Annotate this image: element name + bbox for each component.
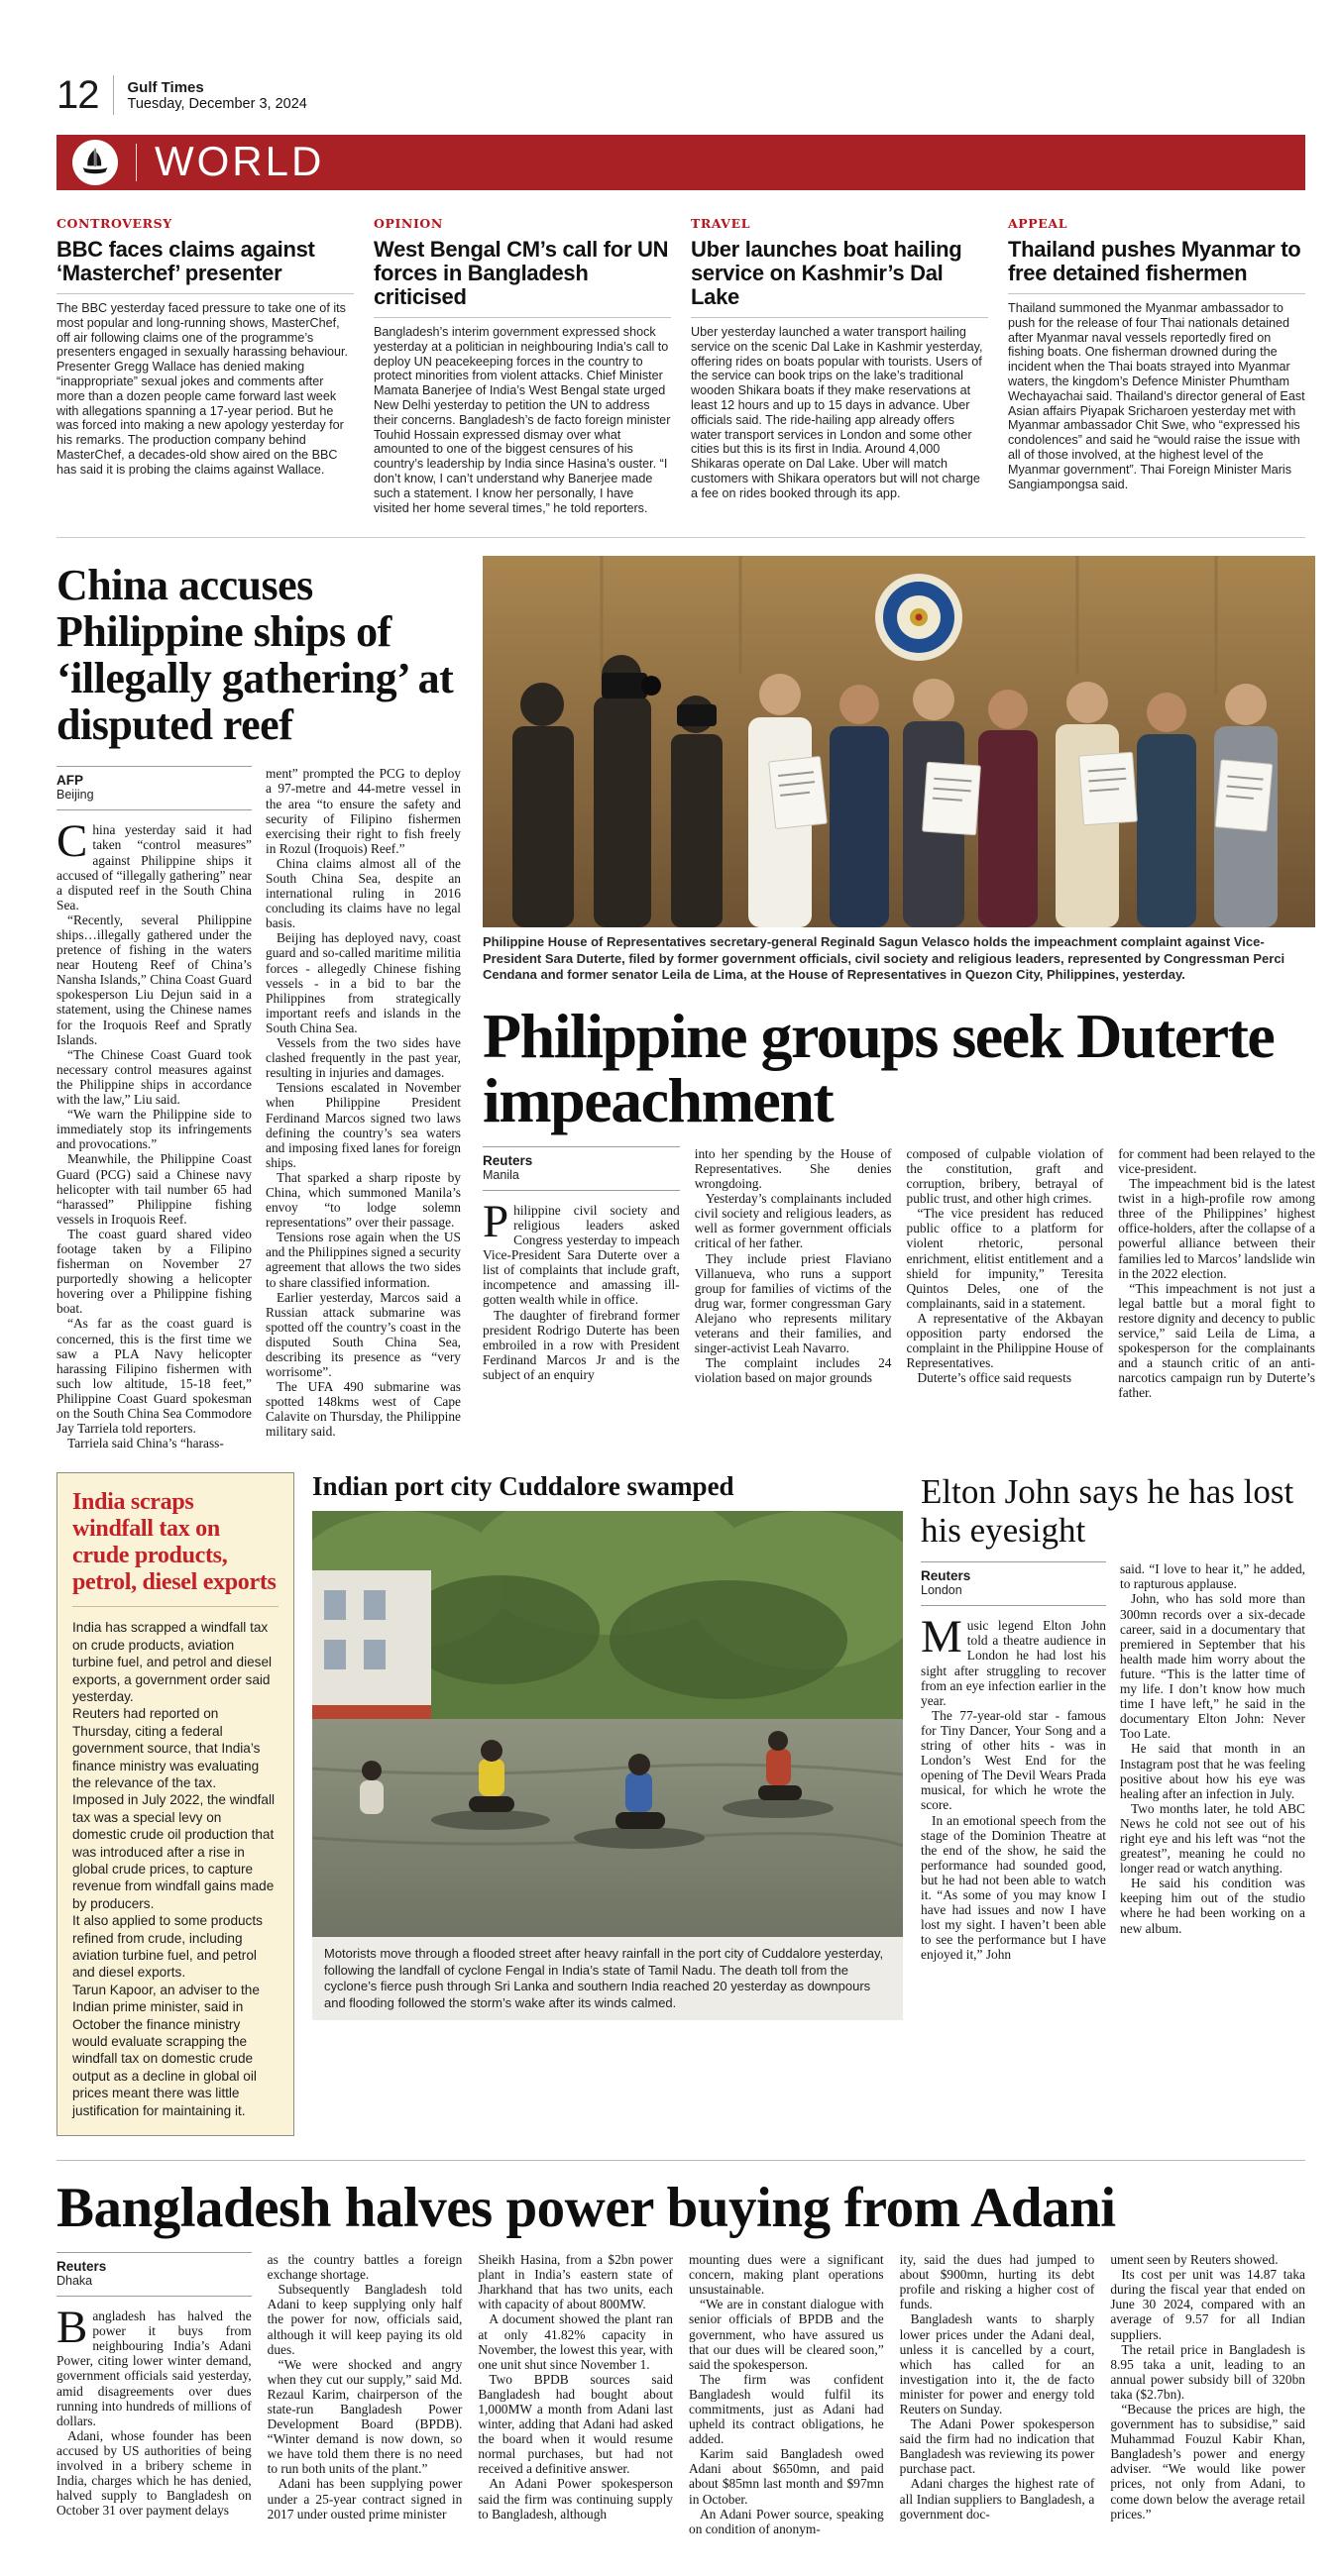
article-text: ument seen by Reuters showed. Its cost per unit was 14.87 taka during the fiscal year that ended on June 30 2024, compared with an average of 9.57 for all Indian suppliers. The retail price in Bangladesh is 8.95 taka a unit, leading to an annual power subsidy bill of 320bn taka ($2.7bn). “Because the prices are high, the government has to subsidise,” said Muhammad Fouzul Kabir Khan, Bangladesh’s power and energy adviser. “We would like power prices, not only from Adani, to come down below the average retail prices.”: [1110, 2252, 1305, 2522]
main-photo-caption: Philippine House of Representatives secretary-general Reginald Sagun Velasco holds the impeachment complaint against Vice-President Sara Duterte, filed by former government officials, civil society and religious leaders, represented by Congressman Perci Cendana and former senator Leila de Lima, at the House of Representatives in Quezon City, Philippines, yesterday.: [483, 934, 1285, 983]
impeachment-col-3: [907, 1146, 1104, 1401]
middle-band: [56, 1472, 1305, 2136]
brief-article-uber: [691, 216, 988, 515]
bangladesh-col-2: [268, 2252, 463, 2536]
agency: Reuters: [921, 1568, 971, 1584]
impeachment-col-2: [695, 1146, 892, 1401]
brief-article-west-bengal: [374, 216, 671, 515]
rule: [1008, 293, 1305, 294]
issue-date: Tuesday, December 3, 2024: [127, 95, 307, 112]
impeachment-col-1: [483, 1146, 680, 1401]
bangladesh-headline: Bangladesh halves power buying from Adani: [56, 2177, 1116, 2240]
elton-col-1: [921, 1561, 1106, 1962]
brief-body: The BBC yesterday faced pressure to take one of its most popular and long-running shows, MasterChef, off air following claims one of the programme’s presenters engaged in sexually harassing behaviour. Presenter Gregg Wallace has denied making “inappropriate” sexual jokes and comments after more than a dozen people came forward last week with allegations spanning a 17-year period. But he was forced into making a new apology yesterday for his remarks. The production company behind MasterChef, a decades-old show aired on the BBC has said it is probing the claims against Wallace.: [56, 301, 349, 477]
article-text: Music legend Elton John told a theatre audience in London he had lost his sight after struggling to recover from an eye infection earlier in the year. The 77-year-old star - famous for Tiny Dancer, Your Song and a string of other hits - was in London’s West End for the opening of The Devil Wears Prada musical, for which he wrote the score. In an emotional speech from the stage of the Dominion Theatre at the end of the show, he said the performance had sounded good, but he had not been able to watch it. “As some of you may know I have had issues and now I have lost my sight. I haven’t been able to see the performance but I have enjoyed it,” John: [921, 1611, 1106, 1963]
paper-name: Gulf Times: [127, 78, 204, 96]
masthead-divider: [113, 75, 114, 115]
article-text: mounting dues were a significant concern, making plant operations unsustainable. “We are in constant dialogue with senior officials of BPDB and the government, who have assured us that our dues will be cleared soon,” said the spokesperson. The firm was confident Bangladesh would fulfil its commitments, just as Adani had upheld its contract obligations, he added. Karim said Bangladesh owed Adani about $650mn, and paid about $85mn last month and $97mn in October. An Adani Power source, speaking on condition of anonym-: [689, 2252, 884, 2536]
article-text: composed of culpable violation of the constitution, graft and corruption, bribery, betrayal of public trust, and other high crimes. “The vice president has reduced public office to a platform for violent rhetoric, personal enrichment, elitist entitlement and a shield for impunity,” Teresita Quintos Deles, one of the complainants, said in a statement. A representative of the Akbayan opposition party endorsed the complaint in the Philippine House of Representatives. Duterte’s office said requests: [906, 1145, 1104, 1386]
bangladesh-col-1: [56, 2252, 252, 2536]
cuddalore-caption: Motorists move through a flooded street after heavy rainfall in the port city of Cuddalore yesterday, following the landfall of cyclone Fengal in India’s state of Tamil Nadu. The death toll from the cyclone’s fierce push through Sri Lanka and southern India reached 20 yesterday as downpours and flooding followed the storm’s wake after its winds calmed.: [312, 1937, 903, 2020]
brief-headline: West Bengal CM’s call for UN forces in Bangladesh criticised: [374, 237, 669, 309]
elton-col-2: [1120, 1561, 1305, 1962]
windfall-tax-sidebar: [56, 1472, 294, 2136]
dhow-ship-icon: [72, 140, 118, 185]
cuddalore-photo: [312, 1511, 903, 1937]
article-text: as the country battles a foreign exchange shortage. Subsequently Bangladesh told Adani to keep supplying only half the power for now, officials said, although it will keep paying its old dues. “We were shocked and angry when they cut our supply,” said Md. Rezaul Karim, chairperson of the state-run Bangladesh Power Development Board (BPDB). “Winter demand is now down, so we have told them there is no need to run both units of the plant.” Adani has been supplying power under a 25-year contract signed in 2017 under ousted prime minister: [267, 2252, 463, 2522]
masthead: [56, 69, 1305, 121]
china-headline: China accuses Philippine ships of ‘illegally gathering’ at disputed reef: [56, 561, 454, 750]
article-text: Sheikh Hasina, from a $2bn power plant in India’s eastern state of Jharkhand that has two units, each with capacity of about 800MW. A document showed the plant ran at only 41.82% capacity in November, the lowest this year, with one unit shut since November 1. Two BPDB sources said Bangladesh had bought about 1,000MW a month from Adani last winter, adding that Adani had asked the board when it would resume normal purchases, but had not received a definitive answer. An Adani Power spokesperson said the firm was continuing supply to Bangladesh, although: [478, 2252, 673, 2522]
kicker: APPEAL: [1008, 216, 1068, 231]
house-seal: [875, 574, 962, 661]
article-text: Bangladesh has halved the power it buys from neighbouring India’s Adani Power, citing lower winter demand, government officials said yesterday, amid disagreements over dues running into hundreds of millions of dollars. Adani, whose founder has been accused by US authorities of being involved in a bribery scheme in India, charges which he has denied, halved supply to Bangladesh on October 31 over payment delays: [56, 2302, 252, 2519]
dateline: London: [921, 1583, 962, 1598]
brief-article-thailand: [1008, 216, 1305, 515]
section-title: WORLD: [155, 138, 325, 184]
china-article: [56, 556, 461, 1450]
rule: [374, 317, 671, 318]
article-text: for comment had been relayed to the vice-president. The impeachment bid is the latest twist in a high-profile row among three of the Philippines’ highest office-holders, after the collapse of a powerful alliance between their families led to Marcos’ landslide win in the 2022 election. “This impeachment is not just a legal battle but a moral fight to restore dignity and decency to public service,” said Leila de Lima, a spokesperson for the complainants and a staunch critic of an anti-narcotics campaign run by Duterte’s father.: [1118, 1145, 1315, 1401]
kicker: OPINION: [374, 216, 443, 231]
byline: [921, 1561, 1106, 1606]
elton-headline: Elton John says he has lost his eyesight: [921, 1472, 1294, 1551]
brief-headline: BBC faces claims against ‘Masterchef’ presenter: [56, 237, 315, 285]
sidebar-text: India has scrapped a windfall tax on crude products, aviation turbine fuel, and petrol and diesel exports, a government order said yesterday. Reuters had reported on Thursday, citing a federal government source, that India’s finance ministry was evaluating the relevance of the tax. Imposed in July 2022, the windfall tax was a special levy on domestic crude oil production that was introduced after a rise in global crude prices, to capture revenue from windfall gains made by producers. It also applied to some products refined from crude, including aviation turbine fuel, and petrol and diesel exports. Tarun Kapoor, an adviser to the Indian prime minister, said in October the finance ministry would evaluate scrapping the windfall tax on domestic crude output as a decline in global oil prices meant there was little justification for maintaining it.: [72, 1620, 276, 2118]
china-col-2: [266, 766, 461, 1450]
byline: [56, 2252, 252, 2297]
brief-body: Bangladesh’s interim government expressed shock yesterday at a politician in neighbouring India’s call to deploy UN peacekeeping forces in the country to protect minorities from violent attacks. Chief Minister Mamata Banerjee of India’s West Bengal state urged New Delhi yesterday to petition the UN to address their concerns. Bangladesh’s de facto foreign minister Touhid Hossain expressed dismay over what amounted to one of the biggest censures of his country’s leadership by India since Hasina’s ouster. “I don’t know, I can’t understand why Banerjee made such a statement. I know her personally, I have visited her home several times,” he told reporters.: [374, 325, 671, 515]
agency: Reuters: [56, 2259, 107, 2275]
cuddalore-headline: Indian port city Cuddalore swamped: [312, 1471, 734, 1502]
agency: Reuters: [483, 1152, 533, 1168]
bangladesh-col-6: [1110, 2252, 1305, 2536]
dateline: Beijing: [56, 788, 94, 803]
brief-article-bbc: [56, 216, 354, 515]
bangladesh-col-4: [689, 2252, 884, 2536]
article-text: ment” prompted the PCG to deploy a 97-metre and 44-metre vessel in the area “to ensure the safety and security of Filipino fishermen exercising their right to fish freely in Rozul (Iroquois) Reef.” China claims almost all of the South China Sea, despite an international ruling in 2016 concluding its claims have no legal basis. Beijing has deployed navy, coast guard and so-called maritime militia forces - allegedly Chinese fishing vessels - in a bid to bar the Philippines from strategically important reefs and islands in the South China Sea. Vessels from the two sides have clashed frequently in the past year, resulting in injuries and damages. Tensions escalated in November when Philippine President Ferdinand Marcos signed two laws defining the country’s sea waters and imposing fixed lanes for foreign ships. That sparked a sharp riposte by China, which summoned Manila’s envoy “to lodge solemn representations” over their passage. Tensions rose again when the US and the Philippines signed a security agreement that allows the two sides to share classified information. Earlier yesterday, Marcos said a Russian attack submarine was spotted off the country’s coast in the disputed South China Sea, describing its presence as “very worrisome”. The UFA 490 submarine was spotted 148kms west of Cape Calavite on Thursday, the Philippine military said.: [266, 766, 461, 1440]
article-text: Philippine civil society and religious leaders asked Congress yesterday to impeach Vice-President Sara Duterte over a list of complaints that include graft, incompetence and amassing ill-gotten wealth while in office. The daughter of firebrand former president Rodrigo Duterte has been embroiled in a row with President Ferdinand Marcos Jr and is the subject of an enquiry: [483, 1195, 680, 1382]
dateline: Dhaka: [56, 2274, 93, 2289]
bangladesh-article: [56, 2160, 1305, 2536]
article-text: China yesterday said it had taken “control measures” against Philippine ships it accused of “illegally gathering” near a disputed reef in the South China Sea. “Recently, several Philippine ships…illegally gathered under the pretence of fishing in the waters near Houteng Reef of China’s Nansha Islands,” China Coast Guard spokesperson Liu Dejun said in a statement, using the Chinese names for the Iroquois Reef and Spratly Islands. “The Chinese Coast Guard took necessary control measures against the Philippine ships in accordance with the law,” Liu said. “We warn the Philippine side to immediately stop its infringements and provocations.” Meanwhile, the Philippine Coast Guard (PCG) said a Chinese navy helicopter with tail number 65 had “harassed” Philippine fishing vessels in Iroquois Reef. The coast guard shared video footage taken by a Filipino fisherman on November 27 purportedly showing a helicopter hovering over a Philippine fishing boat. “As far as the coast guard is concerned, this is the first time we saw a PLA Navy helicopter harassing Filipino fishermen with such low altitude, 15-18 feet,” Philippine Coast Guard spokesman on the South China Sea Commodore Jay Tarriela told reporters. Tarriela said China’s “harass-: [56, 815, 252, 1451]
brief-headline: Thailand pushes Myanmar to free detained fishermen: [1008, 237, 1301, 285]
china-col-1: [56, 766, 252, 1450]
top-briefs: [56, 216, 1305, 538]
bangladesh-col-5: [900, 2252, 1095, 2536]
brief-headline: Uber launches boat hailing service on Kashmir’s Dal Lake: [691, 237, 962, 309]
main-band: [56, 556, 1315, 1451]
banner-divider: [136, 144, 137, 181]
section-banner: [56, 135, 1305, 190]
bangladesh-col-3: [478, 2252, 673, 2536]
dateline: Manila: [483, 1167, 519, 1182]
impeachment-col-4: [1118, 1146, 1315, 1401]
brief-body: Thailand summoned the Myanmar ambassador to push for the release of four Thai nationals detained after Myanmar naval vessels reportedly fired on fishing boats. One fisherman drowned during the incident when the Thai boats strayed into Myanmar waters, the kingdom’s Defence Minister Phumtham Wechayachai said. Thailand’s director general of East Asian affairs Piyapak Sricharoen yesterday met with Myanmar ambassador Chit Swe, who “expressed his condolences” and said he “would raise the issue with all of those involved, at the highest level of the Myanmar government”. Thai Foreign Minister Maris Sangiampongsa said.: [1008, 301, 1305, 491]
article-text: into her spending by the House of Representatives. She denies wrongdoing. Yesterday’s complainants included civil society and religious leaders, as well as former government officials critical of her father. They include priest Flaviano Villanueva, who runs a support group for families of victims of the drug war, former congressman Gary Alejano who represents military veterans and their families, and singer-activist Leah Navarro. The complaint includes 24 violation based on major grounds: [694, 1145, 892, 1386]
rule: [72, 1606, 279, 1607]
article-text: said. “I love to hear it,” he added, to rapturous applause. John, who has sold more than 300mn records over a six-decade career, said in a documentary that premiered in September that his health made him worry about the future. “This is the latter time of my life. I don’t know how much time I have left,” he said in the documentary Elton John: Never Too Late. He said that month in an Instagram post that he was feeling positive about how his eye was healing after an infection in July. Two months later, he told ABC News he cold not see out of his right eye and his left was “not the greatest”, meaning he could no longer read or watch anything. He said his condition was keeping him out of the studio where he had been working on a new album.: [1120, 1561, 1305, 1936]
rule: [691, 317, 988, 318]
cuddalore-photo-story: [312, 1472, 903, 2136]
byline: [483, 1146, 680, 1191]
article-text: ity, said the dues had jumped to about $900mn, hurting its debt profile and risking a higher cost of funds. Bangladesh wants to sharply lower prices under the Adani deal, unless it is cancelled by a court, which has called for an investigation into it, the de facto minister for power and energy told Reuters on Sunday. The Adani Power spokesperson said the firm had no indication that Bangladesh was reviewing its power purchase pact. Adani charges the highest rate of all Indian suppliers to Bangladesh, a government doc-: [899, 2252, 1095, 2522]
kicker: CONTROVERSY: [56, 216, 172, 231]
kicker: TRAVEL: [691, 216, 751, 231]
page-number: 12: [56, 72, 99, 117]
main-photo: [483, 556, 1315, 927]
byline: [56, 766, 252, 810]
paper-name-block: [128, 79, 307, 112]
agency: AFP: [56, 773, 83, 789]
rule: [56, 293, 354, 294]
impeachment-headline: Philippine groups seek Duterte impeachment: [483, 1000, 1275, 1135]
brief-body: Uber yesterday launched a water transport hailing service on the scenic Dal Lake in Kashmir yesterday, offering rides on boats popular with tourists. Users of the service can book trips on the lake’s traditional wooden Shikara boats if they make reservations at least 12 hours and up to 15 days in advance. Uber officials said. The ride-hailing app already offers water transport services in London and some other cities but this is its first in India. Around 4,000 Shikaras operate on Dal Lake. Uber will match customers with Shikara operators but will not charge a fee on rides booked through its app.: [691, 325, 983, 500]
sidebar-headline: India scraps windfall tax on crude products, petrol, diesel exports: [72, 1489, 277, 1596]
elton-john-article: [921, 1472, 1305, 2136]
impeachment-block: [483, 556, 1315, 1450]
